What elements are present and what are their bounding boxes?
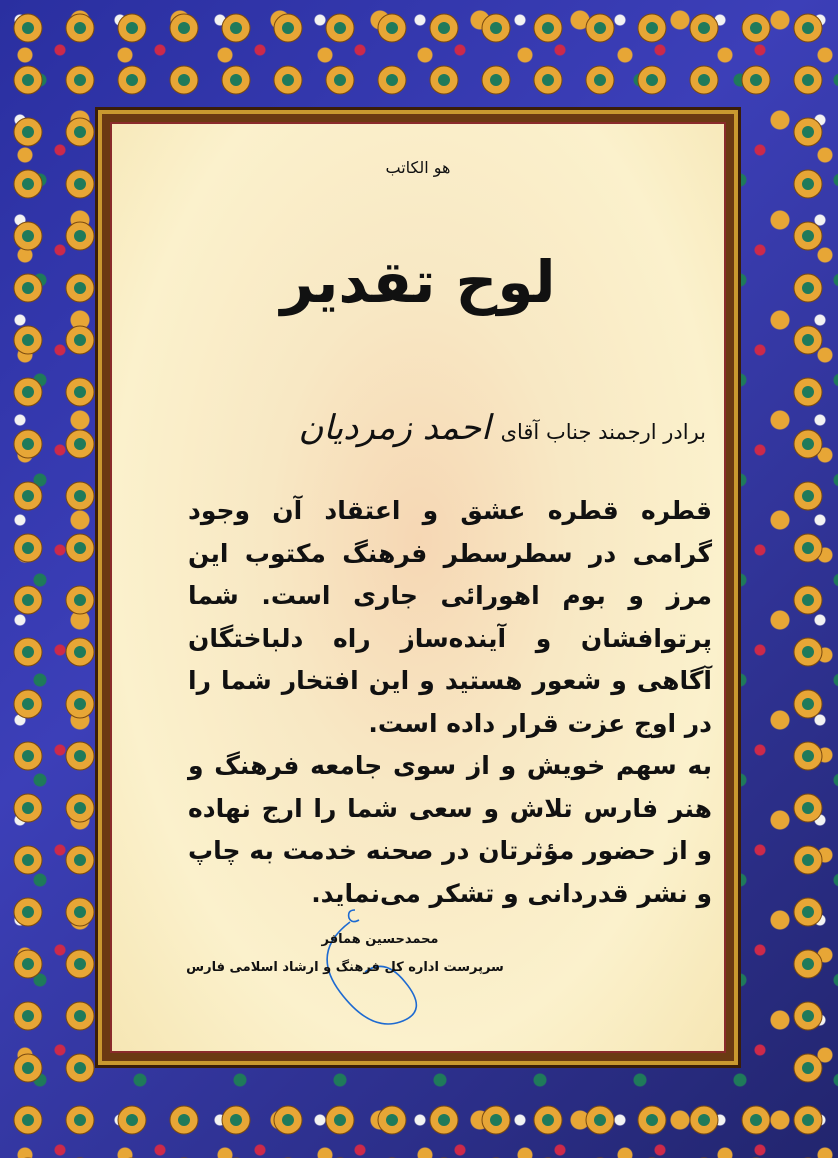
recipient-line — [146, 408, 706, 448]
body-paragraph-1: قطره قطره عشق و اعتقاد آن وجود گرامی در سطرسطر فرهنگ مکتوب این مرز و بوم اهورائی جاری است. شما پرتوافشان و آینده‌ساز راه دلباختگان آگاهی و شعور هستید و این افتخار شما را در اوج عزت قرار داده است. — [188, 496, 712, 738]
invocation-heading: هو الکاتب — [385, 158, 451, 177]
signatory-name: محمدحسین همافر — [321, 932, 439, 947]
certificate-body — [188, 490, 712, 915]
recipient-prefix: برادر ارجمند جناب آقای — [500, 420, 706, 444]
recipient-name: احمد زمردیان — [298, 408, 491, 448]
certificate-title: لوح تقدیر — [280, 248, 556, 316]
signature-mark — [270, 900, 430, 1050]
signatory-title: سرپرست اداره کل فرهنگ و ارشاد اسلامی فارس — [186, 960, 504, 975]
body-paragraph-2: به سهم خویش و از سوی جامعه فرهنگ و هنر فارس تلاش و سعی شما را ارج نهاده و از حضور مؤثرتان در صحنه خدمت به چاپ و نشر قدردانی و تشکر می‌نماید. — [188, 751, 712, 908]
